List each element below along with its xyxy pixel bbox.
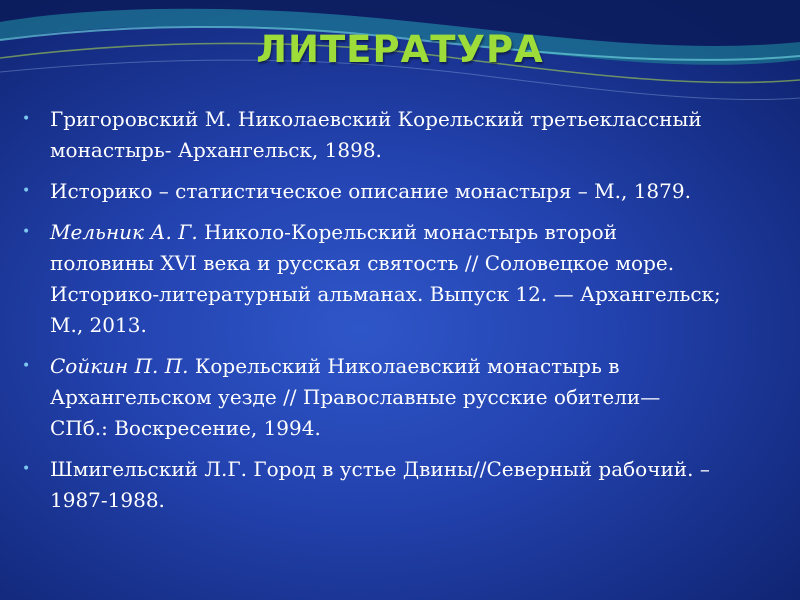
reference-item (22, 454, 722, 516)
reference-text: Историко – статистическое описание монастыря – М., 1879. (50, 179, 691, 203)
bullet-dot-icon: • (22, 224, 31, 240)
bullet-dot-icon: • (22, 461, 31, 477)
reference-author: Сойкин П. П. (50, 354, 189, 378)
reference-text: Григоровский М. Николаевский Корельский третьеклассный монастырь- Архангельск, 1898. (50, 107, 702, 162)
reference-text: Шмигельский Л.Г. Город в устье Двины//Северный рабочий. – 1987-1988. (50, 457, 710, 512)
reference-item (22, 351, 722, 444)
reference-list (22, 104, 722, 526)
slide-title: ЛИТЕРАТУРА (256, 28, 544, 71)
reference-author: Мельник А. Г. (50, 220, 198, 244)
reference-text: Корельский Николаевский монастырь в Архангельском уезде // Православные русские обители— СПб.: Воскресение, 1994. (50, 354, 661, 440)
bullet-dot-icon: • (22, 358, 31, 374)
reference-text: Николо-Корельский монастырь второй половины XVI века и русская святость // Соловецкое море. Историко-литературный альманах. Выпуск 12. — Архангельск; М., 2013. (50, 220, 721, 337)
bullet-dot-icon: • (22, 111, 31, 127)
reference-item (22, 217, 722, 341)
bullet-dot-icon: • (22, 183, 31, 199)
reference-item (22, 104, 722, 166)
reference-item (22, 176, 722, 207)
